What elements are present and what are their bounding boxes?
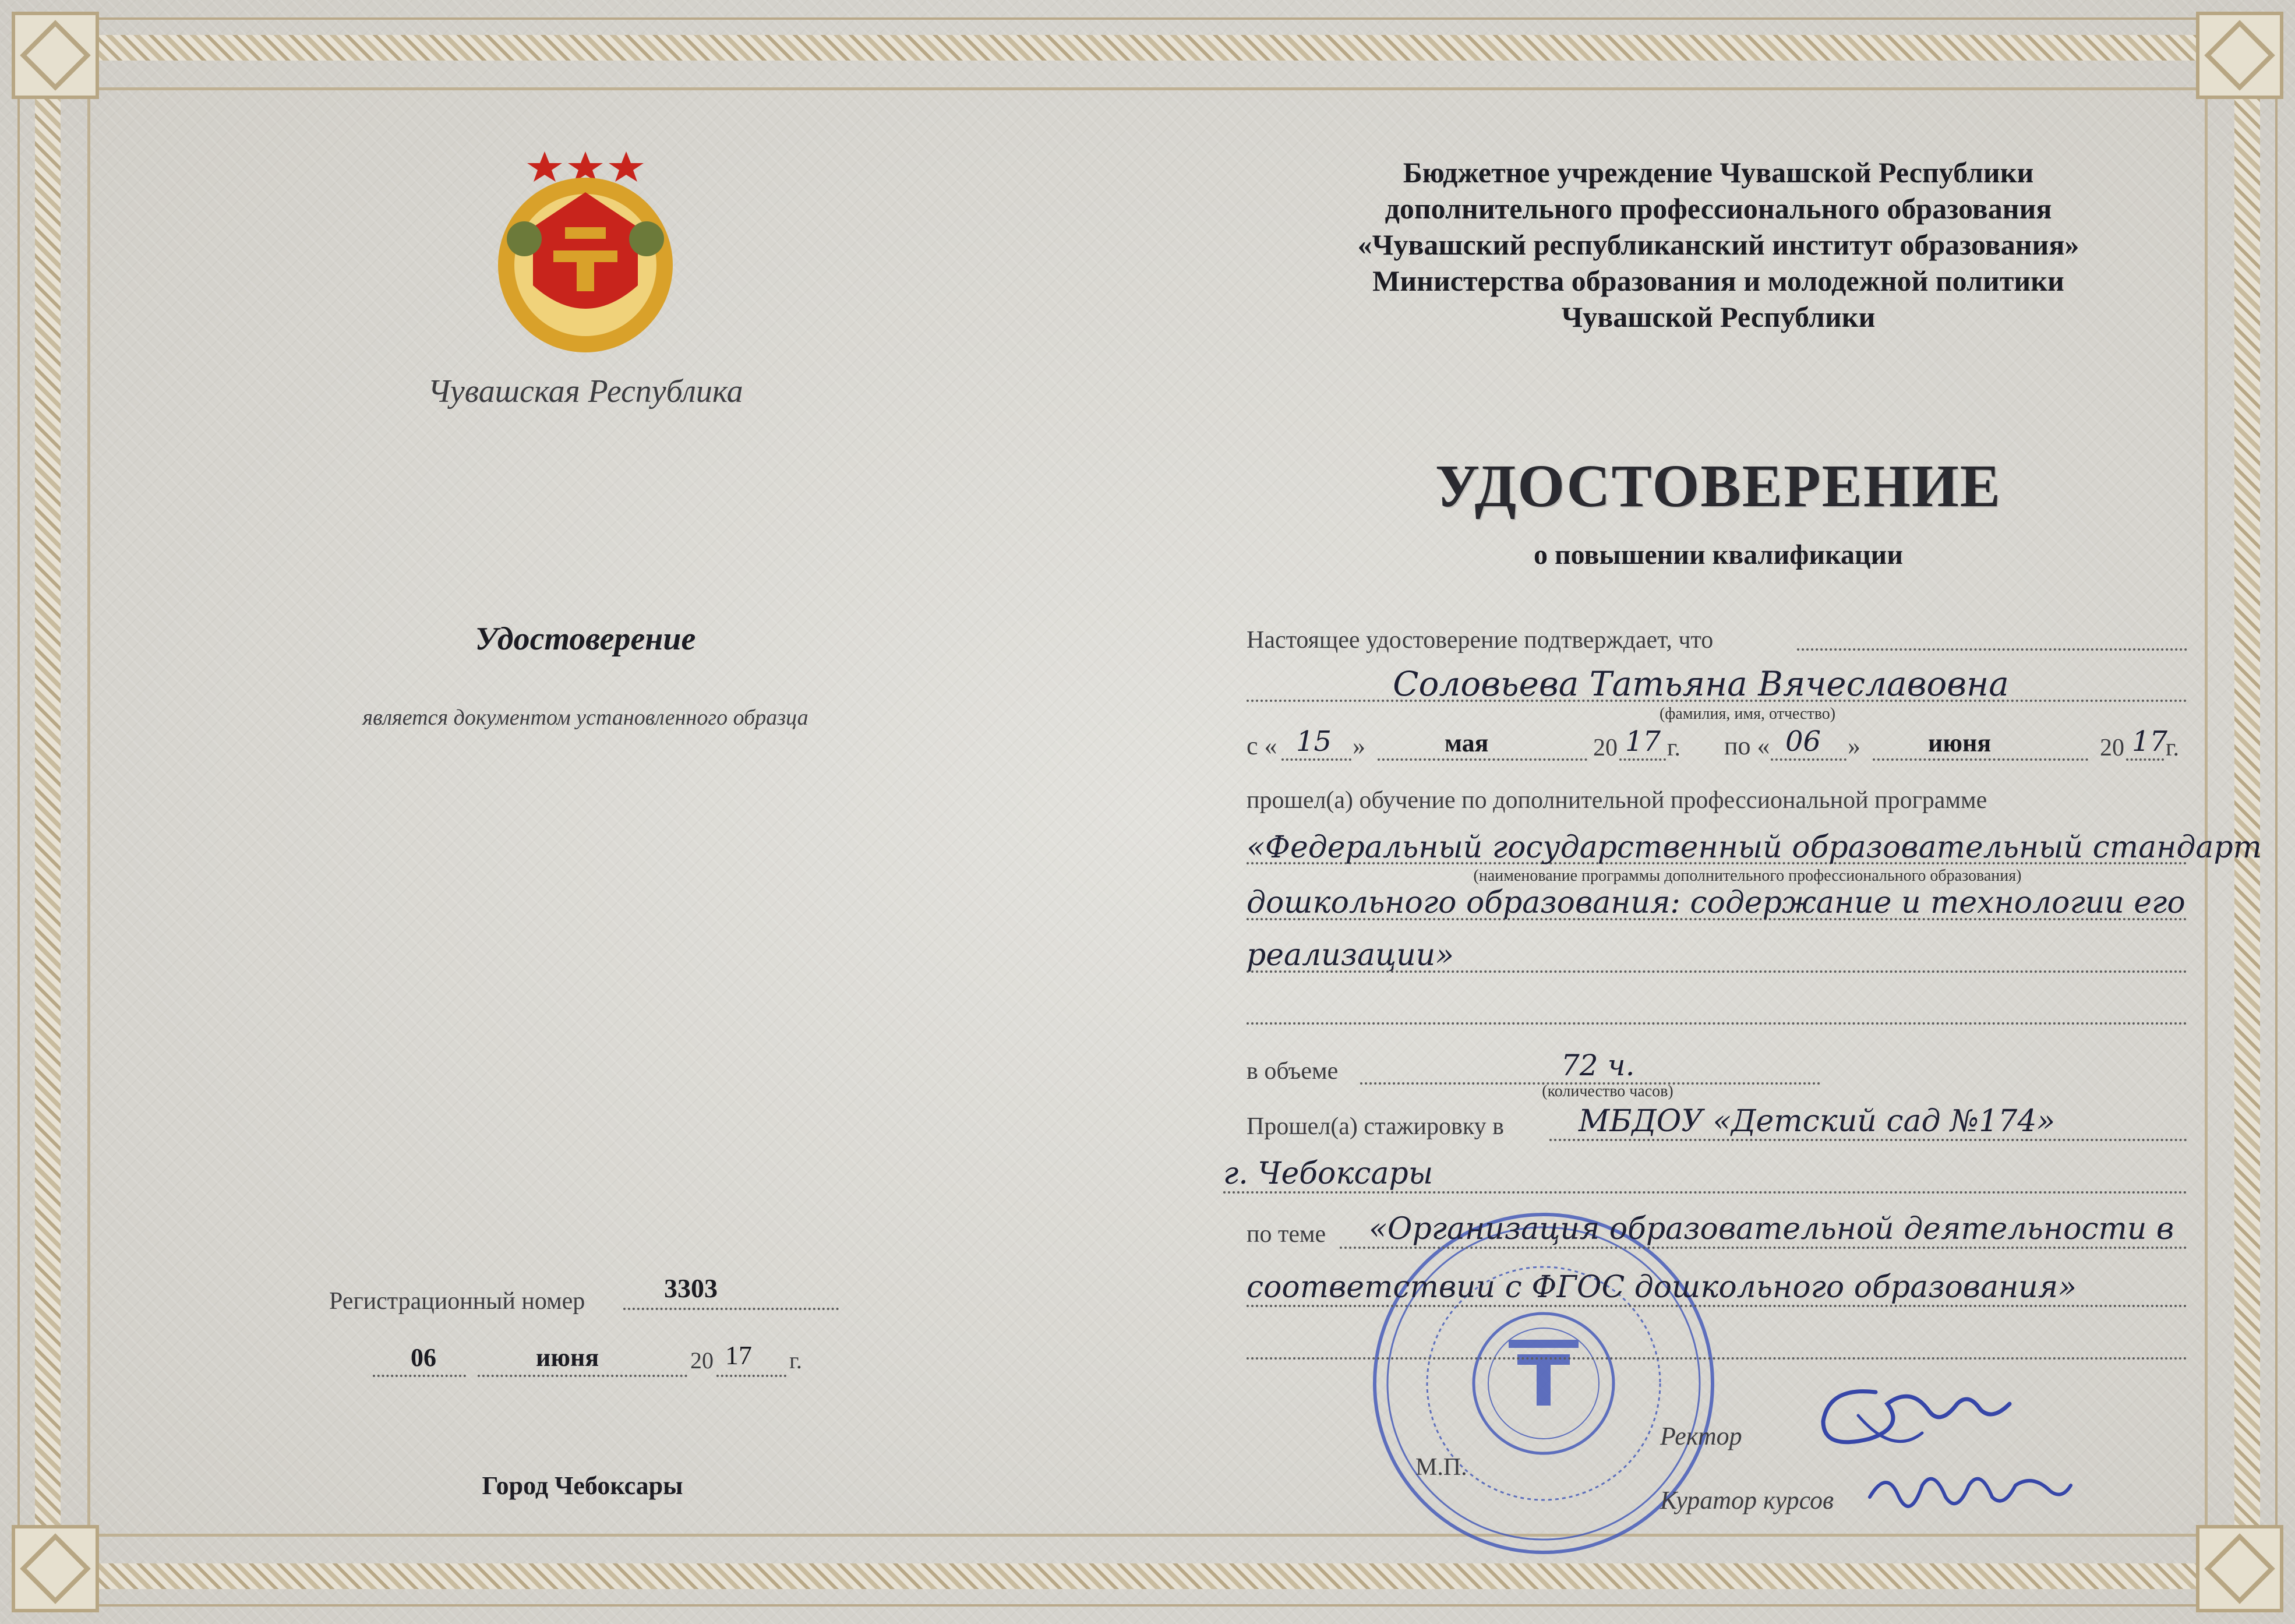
intern-label: Прошел(а) стажировку в [1247, 1113, 1505, 1140]
volume-label: в объеме [1247, 1058, 1339, 1085]
program-intro: прошел(а) обучение по дополнительной профессиональной программе [1247, 787, 1987, 814]
topic-line-1: «Организация образовательной деятельности в [1369, 1212, 2174, 1247]
city: Город Чебоксары [482, 1471, 683, 1500]
topic-line-2: соответствии с ФГОС дошкольного образования» [1247, 1270, 2077, 1305]
confirms-line [1797, 632, 2187, 651]
program-line-1: «Федеральный государственный образовательный стандарт [1247, 830, 2262, 865]
emblem-caption: Чувашская Республика [428, 373, 743, 409]
topic-label: по теме [1247, 1221, 1326, 1248]
left-doc-note: является документом установленного образца [362, 705, 808, 730]
reg-number-line [623, 1279, 839, 1310]
corner-ornament-top-left [12, 12, 99, 99]
from-year: 17 [1625, 725, 1661, 758]
reg-number-label: Регистрационный номер [329, 1288, 585, 1315]
certificate-subtitle: о повышении квалификации [1533, 539, 1903, 570]
corner-ornament-bottom-right [2196, 1525, 2283, 1612]
org-line-3: «Чувашский республиканский институт образования» [1357, 228, 2079, 261]
certificate-title: УДОСТОВЕРЕНИЕ [1435, 453, 2002, 520]
from-month: мая [1445, 729, 1489, 757]
curator-signature [1864, 1445, 2074, 1526]
program-caption: (наименование программы дополнительного профессионального образования) [1473, 867, 2022, 885]
mp-label: М.П. [1415, 1454, 1467, 1481]
from-close: » [1353, 732, 1365, 760]
intern-city: г. Чебоксары [1223, 1156, 1434, 1191]
reg-number: 3303 [664, 1273, 718, 1303]
intern-place: МБДОУ «Детский сад №174» [1579, 1104, 2056, 1139]
org-line-5: Чувашской Республики [1561, 301, 1876, 333]
to-prefix: по « [1724, 732, 1770, 760]
date-day: 06 [411, 1343, 436, 1372]
to-close: » [1848, 732, 1860, 760]
chuvash-emblem [478, 140, 693, 355]
program-line-3: реализации» [1247, 938, 1454, 973]
from-g: г. [1667, 735, 1680, 761]
corner-ornament-top-right [2196, 12, 2283, 99]
date-month: июня [536, 1343, 599, 1372]
rector-label: Ректор [1660, 1422, 1742, 1450]
name-caption: (фамилия, имя, отчество) [1659, 705, 1836, 723]
curator-label: Куратор курсов [1660, 1486, 1834, 1514]
program-line-2: дошкольного образования: содержание и технологии его [1247, 885, 2185, 920]
from-day: 15 [1296, 725, 1332, 758]
date-year: 17 [725, 1340, 752, 1370]
corner-ornament-bottom-left [12, 1525, 99, 1612]
from-prefix: с « [1247, 732, 1277, 760]
to-month: июня [1928, 729, 1992, 757]
from-year-prefix: 20 [1593, 735, 1618, 761]
left-doc-title: Удостоверение [475, 621, 696, 657]
org-line-4: Министерства образования и молодежной политики [1372, 264, 2064, 297]
program-line-4-rule [1247, 999, 2187, 1025]
volume-value: 72 ч. [1561, 1048, 1635, 1082]
to-day: 06 [1785, 725, 1821, 758]
confirms-text: Настоящее удостоверение подтверждает, что [1247, 627, 1714, 654]
topic-line-3-rule [1247, 1334, 2187, 1360]
to-year-prefix: 20 [2100, 735, 2124, 761]
full-name: Соловьева Татьяна Вячеславовна [1393, 664, 2009, 704]
date-g: г. [789, 1347, 802, 1374]
issuing-organization [1223, 154, 2213, 335]
to-g: г. [2166, 735, 2179, 761]
org-line-1: Бюджетное учреждение Чувашской Республики [1403, 156, 2034, 189]
volume-caption: (количество часов) [1542, 1082, 1673, 1100]
to-year: 17 [2132, 725, 2168, 758]
org-line-2: дополнительного профессионального образования [1385, 192, 2052, 225]
date-year-prefix: 20 [690, 1347, 714, 1374]
